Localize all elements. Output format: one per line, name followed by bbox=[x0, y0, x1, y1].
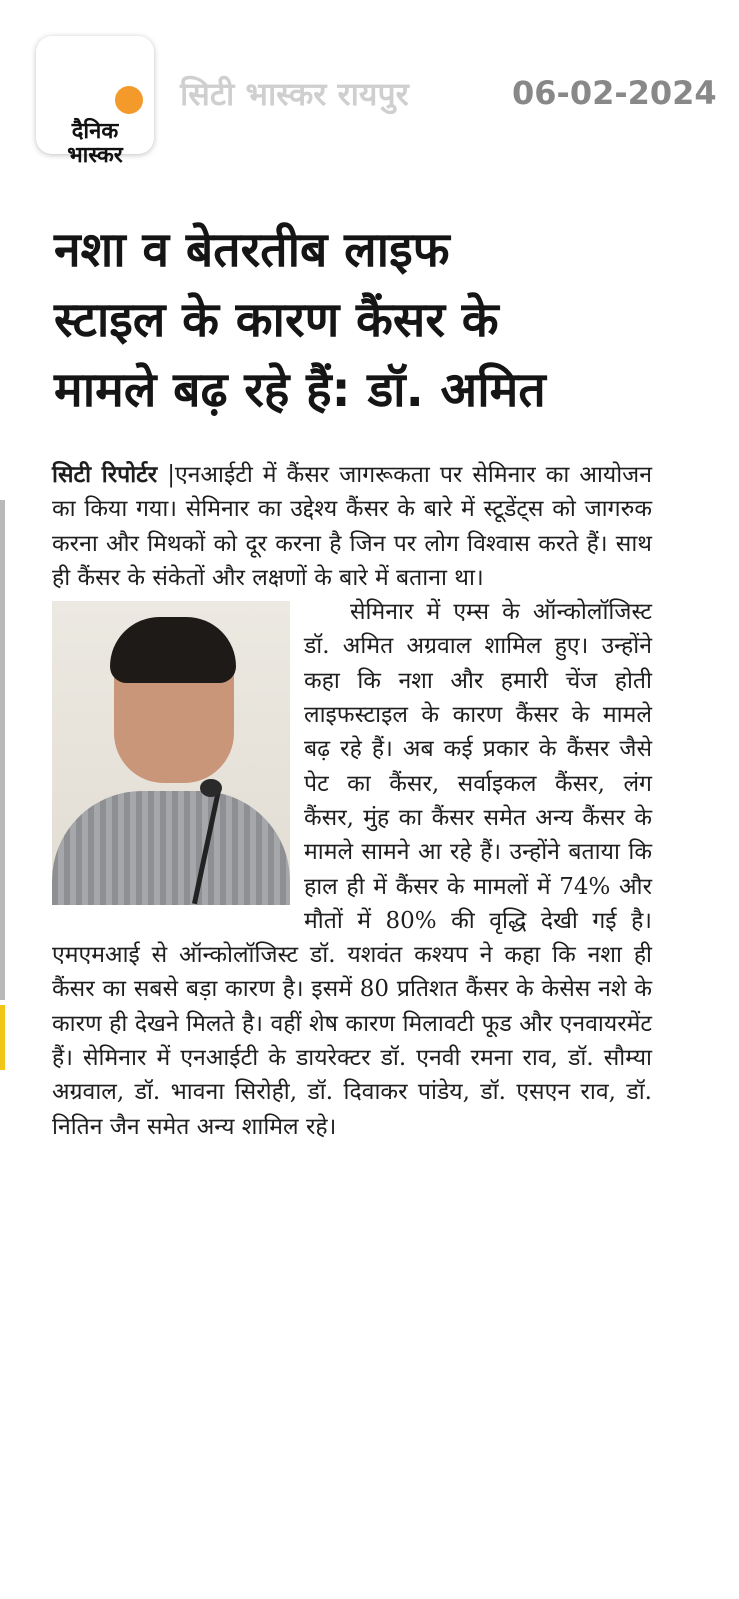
paragraph-text: |एनआईटी में कैंसर जागरूकता पर सेमिनार का आयोजन का किया गया। सेमिनार का उद्देश्य कैंसर के बारे में स्टूडेंट्स को जागरुक करना और मिथकों को दूर करना है जिन पर लोग विश्वास करते हैं। साथ ही कैंसर के संकेतों और लक्षणों के बारे में बताना था। bbox=[52, 462, 653, 591]
article-body bbox=[52, 458, 652, 1144]
logo-sun-icon bbox=[115, 86, 143, 114]
logo-text-line2: भास्कर bbox=[67, 143, 123, 168]
edition-label: सिटी भास्कर रायपुर bbox=[180, 75, 409, 113]
publication-date: 06-02-2024 bbox=[512, 74, 717, 112]
dainik-bhaskar-logo bbox=[36, 36, 154, 168]
article-paragraph bbox=[52, 458, 652, 595]
headline-line: मामले बढ़ रहे हैं: डॉ. अमित bbox=[54, 362, 546, 418]
speaker-photo bbox=[52, 601, 290, 905]
article-paragraph: सेमिनार में एम्स के ऑन्कोलॉजिस्ट डॉ. अमित अग्रवाल शामिल हुए। उन्होंने कहा कि नशा और हमारी चेंज होती लाइफस्टाइल के कारण कैंसर के मामले बढ़ रहे हैं। अब कई प्रकार के कैंसर जैसे पेट का कैंसर, सर्वाइकल कैंसर, लंग कैंसर, मुंह का कैंसर समेत अन्य कैंसर के मामले सामने आ रहे हैं। उन्होंने बताया कि हाल ही में कैंसर के मामलों में 74% और मौतों में 80% की वृद्धि देखी गई है। एमएमआई से ऑन्कोलॉजिस्ट डॉ. यशवंत कश्यप ने कहा कि नशा ही कैंसर का सबसे बड़ा कारण है। इसमें 80 प्रतिशत कैंसर के केसेस नशे के कारण ही देखने मिलते है। वहीं शेष कारण मिलावटी फूड और एनवायरमेंट हैं। सेमिनार में एनआईटी के डायरेक्टर डॉ. एनवी रमना राव, डॉ. सौम्या अग्रवाल, डॉ. भावना सिरोही, डॉ. दिवाकर पांडेय, डॉ. एसएन राव, डॉ. नितिन जैन समेत अन्य शामिल रहे। bbox=[52, 599, 652, 1140]
headline-line: नशा व बेतरतीब लाइफ bbox=[54, 222, 450, 278]
logo-text-line1: दैनिक bbox=[71, 119, 119, 144]
headline-line: स्टाइल के कारण कैंसर के bbox=[54, 292, 499, 348]
byline: सिटी रिपोर्टर bbox=[52, 461, 158, 488]
edge-bar bbox=[0, 500, 5, 1000]
header bbox=[0, 0, 739, 175]
edge-accent bbox=[0, 1005, 5, 1070]
headline bbox=[54, 215, 694, 425]
